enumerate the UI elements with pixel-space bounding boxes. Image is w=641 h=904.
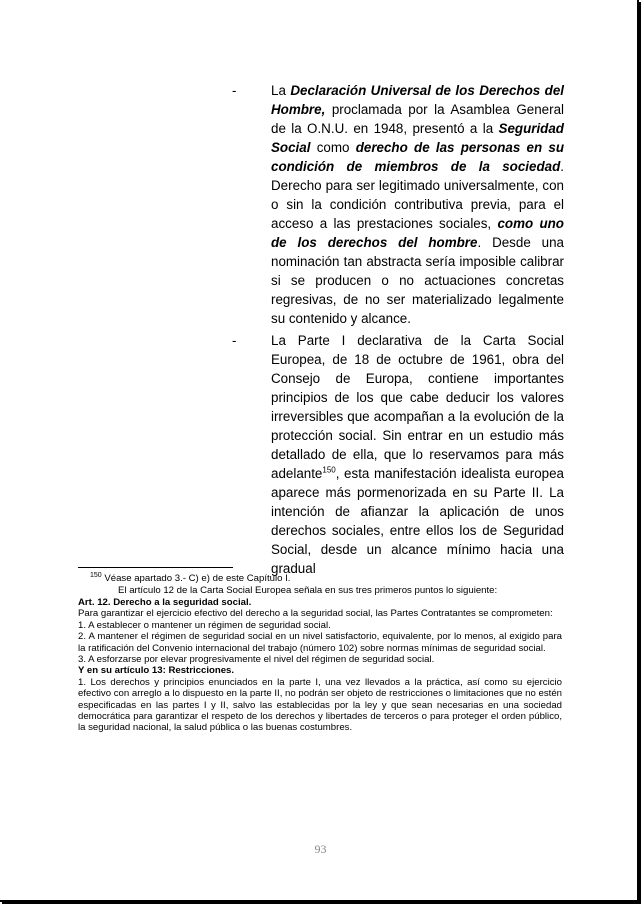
text-run: proclamada por la Asamblea General de la O.N.U. en 1948, presentó a la: [271, 102, 564, 136]
page-shadow-bottom: [2, 900, 641, 904]
list-dash: -: [232, 333, 237, 348]
footnote-body: [78, 597, 562, 734]
footnote-ref-text: Véase apartado 3.- C) e) de este Capítulo I.: [101, 573, 291, 584]
text-run: . Desde una nominación tan abstracta sería imposible calibrar si se producen o no actuaciones concretas regresivas, de no ser materializado legalmente su contenido y alcance.: [271, 235, 564, 326]
footnote-150-ref: [78, 573, 574, 584]
footnote-intro-text: El artículo 12 de la Carta Social Europea señala en sus tres primeros puntos lo siguiente:: [118, 585, 498, 596]
footnote-ref-mark: 150: [322, 465, 336, 475]
emphasis-text: Seguridad Social: [271, 121, 564, 155]
art12-point: 2. A mantener el régimen de seguridad social en un nivel satisfactorio, equivalente, por lo menos, al exigido para la ratificación del Convenio internacional del trabajo (número 102) sobre normas mínimas de seguridad social.: [78, 631, 562, 654]
list-item-paragraph: [271, 81, 564, 328]
text-run: La Parte I declarativa de la Carta Social Europea, de 18 de octubre de 1961, obra del Consejo de Europa, contiene importantes principios de los que cabe deducir los valores irreversibles que acompañan a la evolución de la protección social. Sin entrar en un estudio más detallado de ella, que lo reservamos para más adelante: [271, 333, 564, 481]
page-number: 93: [314, 842, 327, 856]
art12-lead: Para garantizar el ejercicio efectivo del derecho a la seguridad social, las Partes Contratantes se comprometen:: [78, 608, 553, 620]
footnote-number: 150: [90, 571, 102, 579]
emphasis-text: Declaración Universal de los Derechos del Hombre,: [271, 83, 564, 117]
art13-text: 1. Los derechos y principios enunciados en la parte I, una vez llevados a la práctica, así como su ejercicio efectivo con arreglo a lo dispuesto en la parte II, no podrán ser objeto de restricciones o limitaciones que no estén especificadas en las partes I y II, salvo las establecidas por la ley y que sean necesarias en una sociedad democrática para garantizar el respeto de los derechos y libertades de terceros o para proteger el orden público, la seguridad nacional, la salud pública o las buenas costumbres.: [78, 676, 562, 734]
emphasis-text: derecho de las personas en su condición de miembros de la sociedad: [271, 140, 565, 174]
text-run: , esta manifestación idealista europea aparece más pormenorizada en su Parte II. La intención de afianzar la aplicación de unos derechos sociales, entre ellos los de Seguridad Social, desde un alcance mínimo hacia una gradual: [271, 466, 564, 576]
art13-heading: Y en su artículo 13: Restricciones.: [78, 665, 235, 677]
page-shadow-right: [637, 2, 641, 904]
footnote-intro: [78, 585, 562, 596]
list-dash: -: [232, 83, 237, 98]
art12-point: 1. A establecer o mantener un régimen de seguridad social.: [78, 619, 331, 631]
text-run: como: [310, 140, 356, 155]
text-run: La: [271, 83, 291, 98]
art12-point: 3. A esforzarse por elevar progresivamente el nivel del régimen de seguridad social.: [78, 654, 435, 666]
list-item-paragraph: [271, 331, 564, 578]
art12-heading: Art. 12. Derecho a la seguridad social.: [78, 597, 252, 608]
text-run: . Derecho para ser legitimado universalmente, con o sin la condición contributiva previa, para el acceso a las prestaciones sociales,: [271, 159, 564, 231]
emphasis-text: como uno de los derechos del hombre: [271, 216, 564, 250]
footnote-separator: [78, 567, 233, 568]
